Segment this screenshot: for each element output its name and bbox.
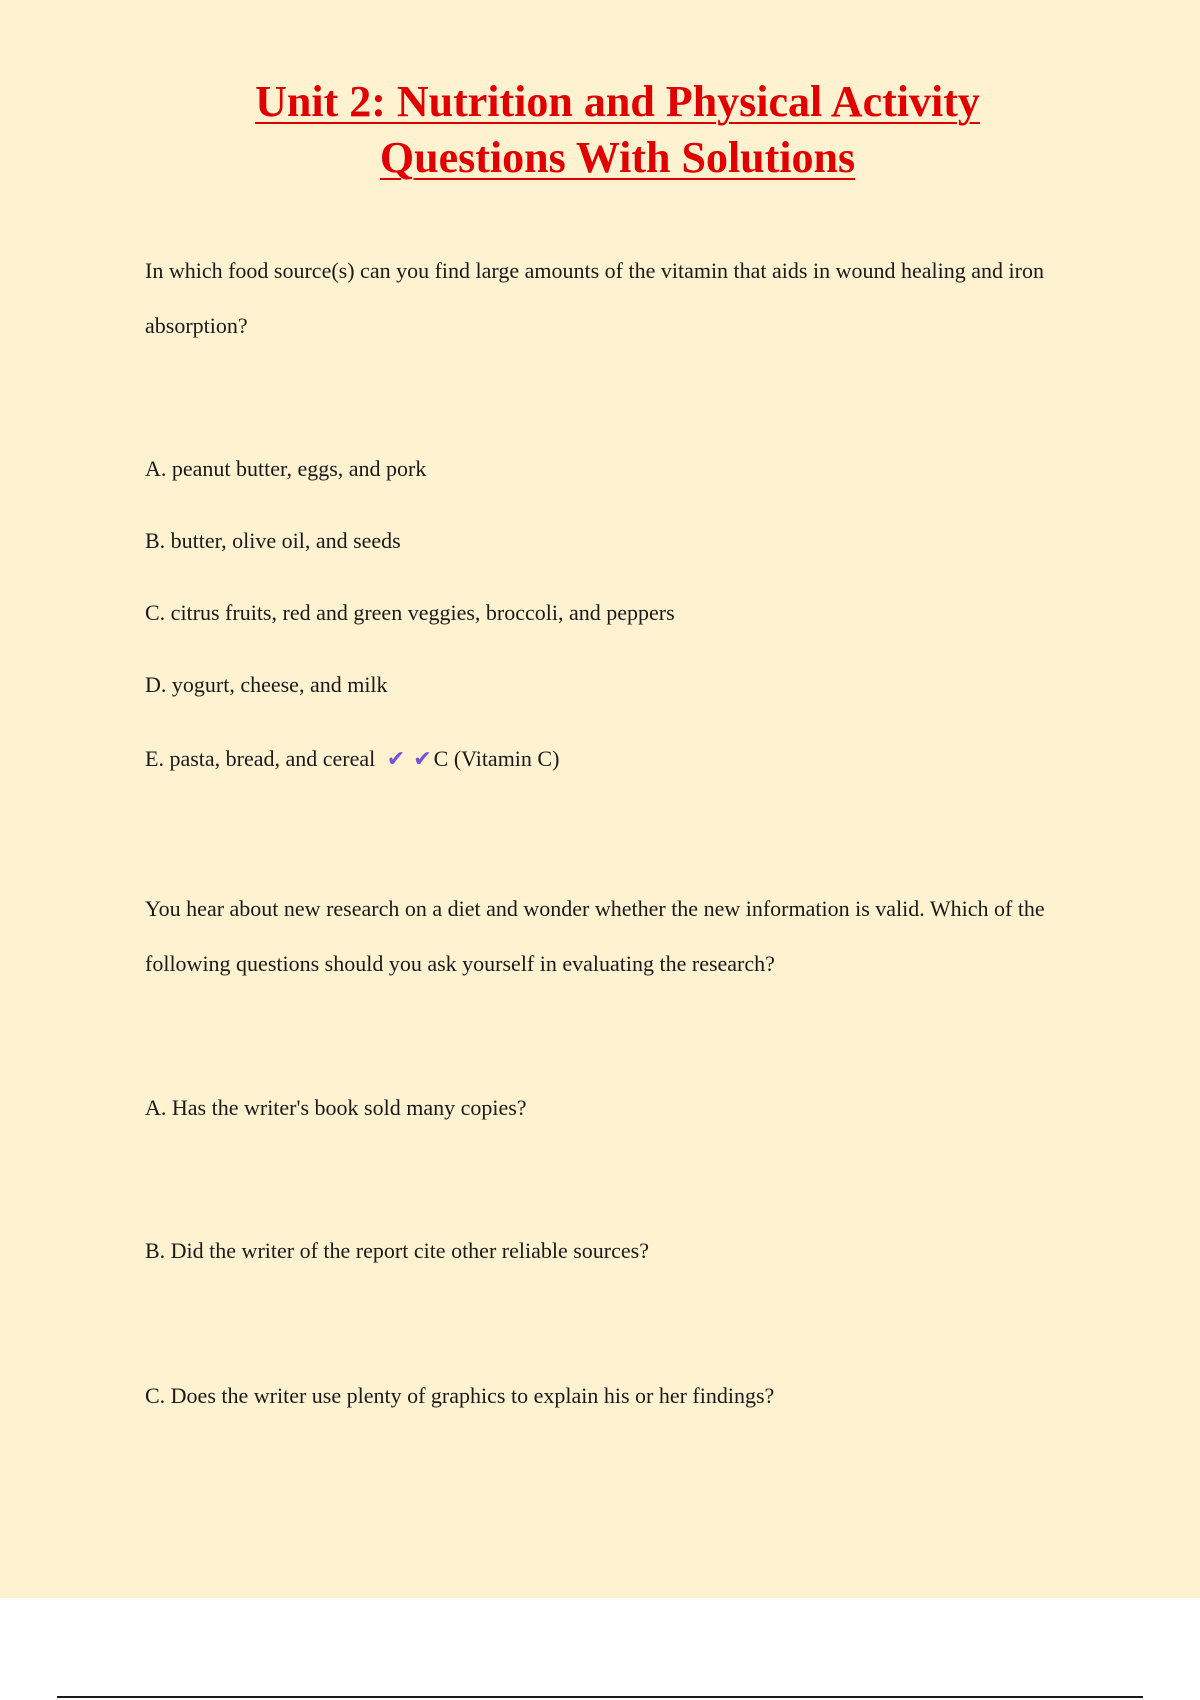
footer-divider — [57, 1696, 1143, 1698]
check-icon: ✔ — [386, 747, 406, 772]
question-2-option-a: A. Has the writer's book sold many copies? — [145, 1095, 527, 1120]
question-1-option-a: A. peanut butter, eggs, and pork — [145, 456, 427, 481]
question-1-answer: C (Vitamin C) — [433, 746, 560, 771]
page-title — [0, 74, 1200, 186]
title-line-2: Questions With Solutions — [379, 133, 856, 182]
question-1-text: In which food source(s) can you find large amounts of the vitamin that aids in wound healing and iron absorption? — [145, 258, 1044, 338]
question-1-option-e-row — [145, 744, 559, 775]
question-1-option-d: D. yogurt, cheese, and milk — [145, 672, 388, 697]
check-icon: ✔ — [413, 747, 432, 772]
question-1-option-c: C. citrus fruits, red and green veggies, broccoli, and peppers — [145, 600, 675, 625]
title-line-1: Unit 2: Nutrition and Physical Activity — [255, 77, 980, 126]
question-2-text: You hear about new research on a diet and wonder whether the new information is valid. Which of the following questions should you ask yourself in evaluating the research? — [145, 896, 1045, 976]
question-2-option-c: C. Does the writer use plenty of graphics to explain his or her findings? — [145, 1383, 775, 1408]
question-1-option-b: B. butter, olive oil, and seeds — [145, 528, 401, 553]
question-1-option-e: E. pasta, bread, and cereal — [145, 746, 376, 771]
question-2-option-b: B. Did the writer of the report cite other reliable sources? — [145, 1238, 649, 1263]
